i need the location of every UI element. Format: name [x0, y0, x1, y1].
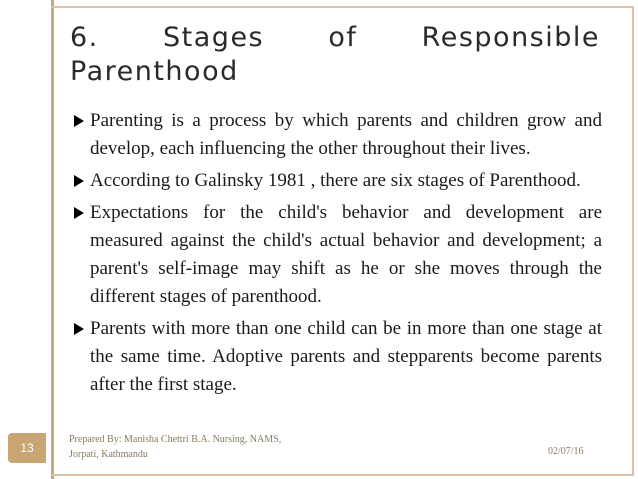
bullet-item-3	[72, 199, 602, 311]
footer-date: 02/07/16	[548, 446, 584, 457]
bullet-text-3: Expectations for the child's behavior and development are measured against the child's actual behavior and development; a parent's self-image may shift as he or she moves through the different stages of parenthood.	[90, 202, 602, 307]
bullet-text-4: Parents with more than one child can be in more than one stage at the same time. Adoptive parents and stepparents become parents after the first stage.	[90, 318, 602, 395]
bullet-item-1	[72, 107, 602, 163]
bullet-text-2: According to Galinsky 1981 , there are six stages of Parenthood.	[90, 170, 581, 191]
slide-title-line-2: Parenthood	[70, 56, 239, 87]
footer-author-line-1: Prepared By: Manisha Chettri B.A. Nursing, NAMS,	[69, 434, 282, 445]
bullet-item-4	[72, 315, 602, 399]
bullet-text-1: Parenting is a process by which parents and children grow and develop, each influencing the other throughout their lives.	[90, 110, 602, 159]
footer-author-line-2: Jorpati, Kathmandu	[69, 449, 148, 460]
frame-left-border	[51, 0, 54, 479]
slide-title-line-1: 6. Stages of Responsible	[70, 22, 600, 53]
page-number: 13	[20, 441, 34, 455]
frame-top-border	[51, 6, 634, 8]
slide-title	[70, 21, 600, 89]
footer-author	[69, 432, 309, 462]
bullet-item-2	[72, 167, 602, 195]
bullet-list	[72, 107, 602, 403]
page-number-badge	[8, 433, 46, 463]
frame-right-border	[632, 6, 634, 476]
frame-bottom-border	[51, 474, 634, 476]
